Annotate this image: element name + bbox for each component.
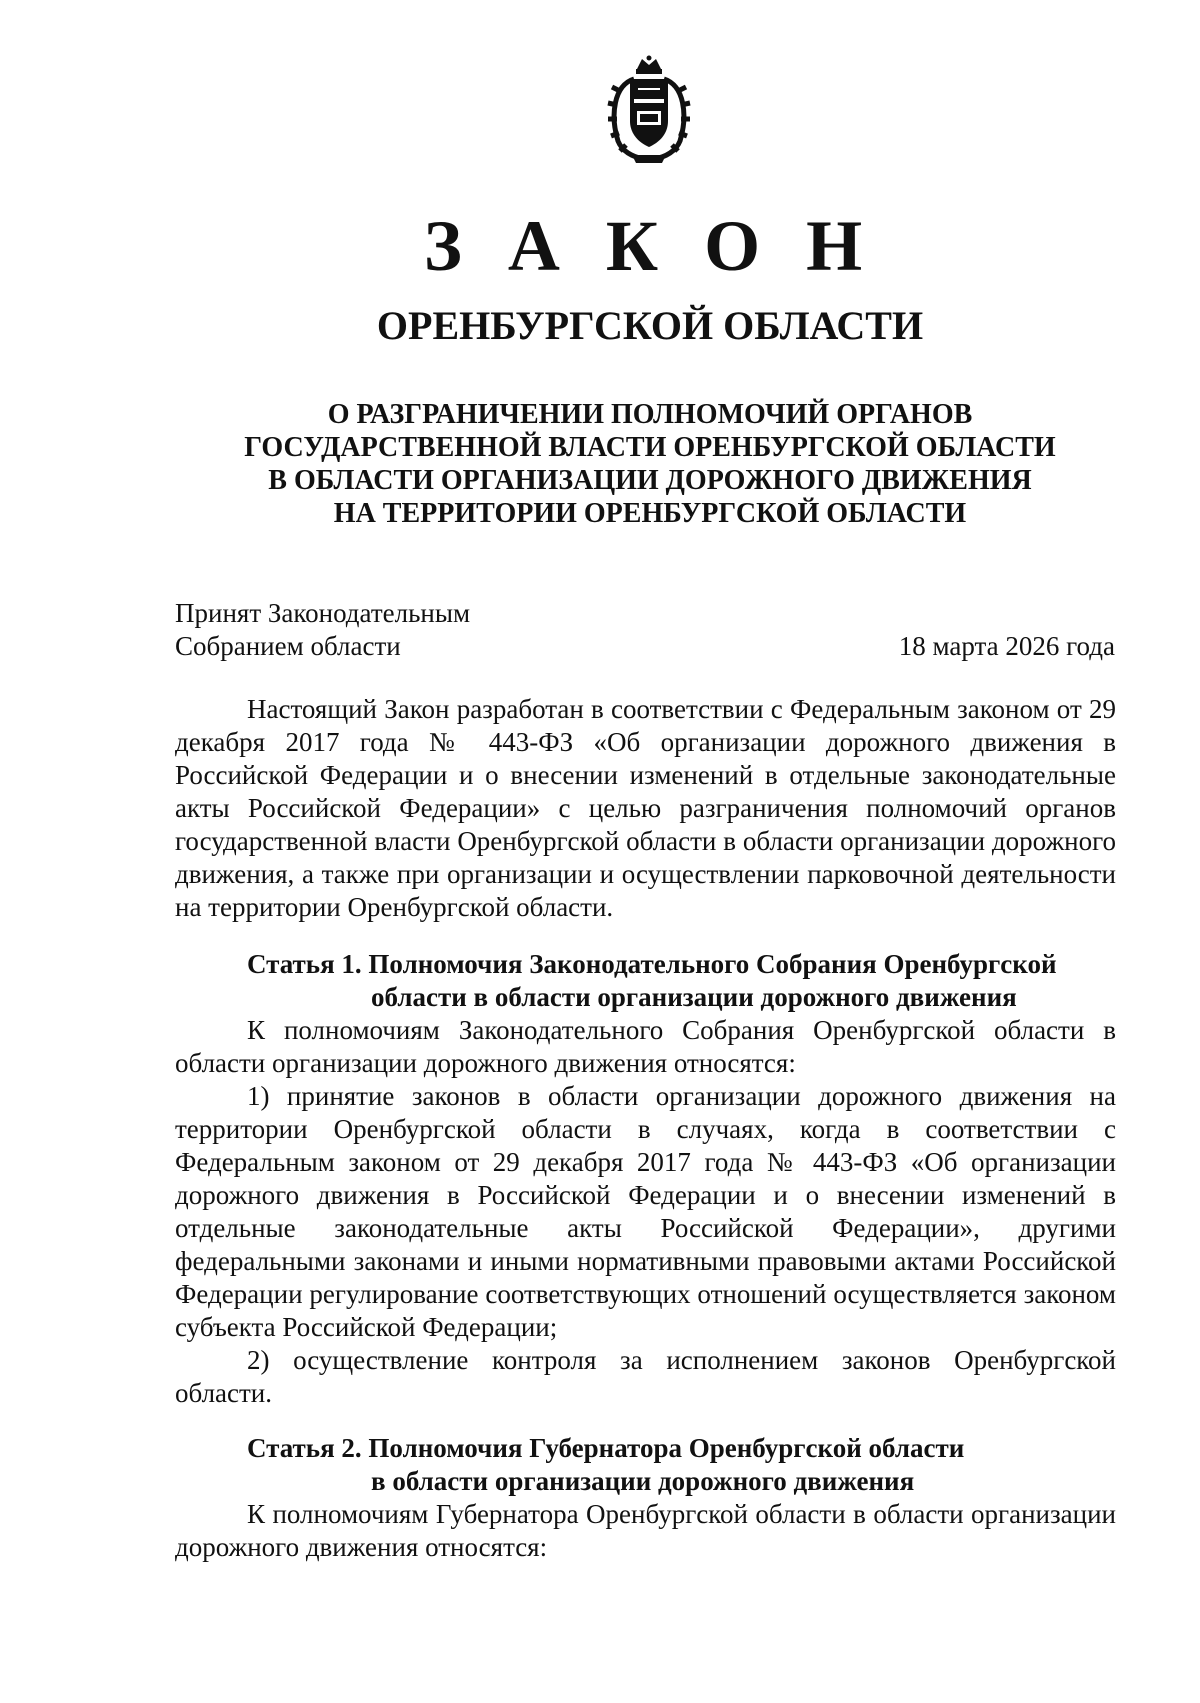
article-title-line: в области организации дорожного движения — [371, 1466, 915, 1496]
article-1-item-1: 1) принятие законов в области организации дорожного движения на территории Оренбургской области в случаях, когда в соответствии с Федеральным законом от 29 декабря 2017 года № 443-ФЗ «Об организации дорожного движения в Российской Федерации и о внесении изменений в отдельные законодательные акты Российской Федерации», другими федеральными законами и иными нормативными правовыми актами Российской Федерации регулирование соответствующих отношений осуществляется законом субъекта Российской Федерации; — [175, 1081, 1116, 1342]
adopted-by-line1: Принят Законодательным — [175, 598, 471, 628]
article-title-line: Статья 1. Полномочия Законодательного Собрания Оренбургской — [247, 949, 1057, 979]
law-title: З А К О Н — [423, 206, 877, 286]
article-1 — [175, 948, 1116, 1410]
subject-line: О РАЗГРАНИЧЕНИИ ПОЛНОМОЧИЙ ОРГАНОВ — [327, 399, 973, 430]
article-title-line: Статья 2. Полномочия Губернатора Оренбургской области — [247, 1433, 965, 1463]
subject-line: В ОБЛАСТИ ОРГАНИЗАЦИИ ДОРОЖНОГО ДВИЖЕНИЯ — [268, 465, 1032, 496]
adoption-block — [175, 597, 1115, 663]
region-title: ОРЕНБУРГСКОЙ ОБЛАСТИ — [376, 303, 924, 348]
article-1-item-2: 2) осуществление контроля за исполнением законов Оренбургской области. — [175, 1345, 1116, 1408]
law-subject — [0, 398, 1200, 530]
subject-line: НА ТЕРРИТОРИИ ОРЕНБУРГСКОЙ ОБЛАСТИ — [333, 498, 967, 529]
article-title-line: области в области организации дорожного движения — [371, 982, 1017, 1012]
adoption-date: 18 марта 2026 года — [898, 631, 1115, 661]
preamble — [175, 693, 1116, 924]
coat-of-arms-icon — [604, 55, 694, 165]
article-2 — [175, 1432, 1116, 1564]
article-2-lead: К полномочиям Губернатора Оренбургской области в области организации дорожного движения относятся: — [175, 1499, 1116, 1562]
article-2-title — [175, 1432, 1116, 1498]
adopted-by-line2: Собранием области — [175, 631, 401, 661]
subject-line: ГОСУДАРСТВЕННОЙ ВЛАСТИ ОРЕНБУРГСКОЙ ОБЛАСТИ — [244, 432, 1056, 463]
preamble-text: Настоящий Закон разработан в соответствии с Федеральным законом от 29 декабря 2017 года № 443-ФЗ «Об организации дорожного движения в Российской Федерации и о внесении изменений в отдельные законодательные акты Российской Федерации» с целью разграничения полномочий органов государственной власти Оренбургской области в области организации дорожного движения, а также при организации и осуществлении парковочной деятельности на территории Оренбургской области. — [175, 694, 1116, 922]
article-1-title — [175, 948, 1116, 1014]
article-1-lead: К полномочиям Законодательного Собрания Оренбургской области в области организации дорожного движения относятся: — [175, 1015, 1116, 1078]
